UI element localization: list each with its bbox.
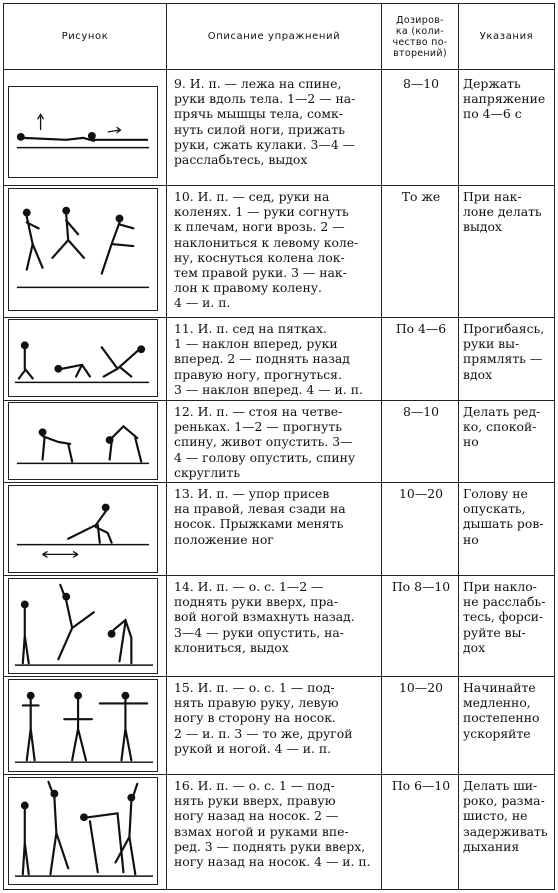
exercise-figure: [8, 485, 158, 573]
exercise-dosage: 8—10: [402, 76, 440, 91]
exercise-figure-drawing: [9, 189, 157, 310]
exercise-figure-drawing: [9, 778, 157, 884]
row-divider: [4, 774, 554, 775]
description-line: на правой, левая сзади на: [174, 501, 346, 517]
note-line: медленно,: [463, 695, 531, 711]
description-line: взмах ногой и руками впе-: [174, 823, 349, 839]
exercise-figure-drawing: [9, 320, 157, 396]
exercise-dosage: По 4—6: [395, 321, 447, 336]
row-divider: [4, 575, 554, 576]
exercise-notes: [463, 189, 555, 235]
exercise-figure-drawing: [9, 579, 157, 673]
description-line: прячь мышцы тела, сомк-: [174, 106, 343, 122]
row-divider: [4, 676, 554, 677]
description-line: вой ногой взмахнуть назад.: [174, 609, 355, 625]
table-row: [4, 400, 554, 482]
exercise-dosage: 8—10: [402, 404, 440, 419]
description-line: нять руки вверх, правую: [174, 793, 336, 809]
description-line: ногу в сторону на носок.: [174, 710, 336, 726]
description-line: наклониться к левому коле-: [174, 234, 359, 250]
note-line: Начинайте: [463, 680, 536, 695]
description-line: 3—4 — руки опустить, на-: [174, 624, 344, 640]
exercise-figure: [8, 578, 158, 674]
note-line: Делать ред-: [463, 404, 541, 419]
table-row: [4, 72, 554, 185]
description-line: 13. И. п. — упор присев: [174, 486, 330, 501]
description-line: нуть силой ноги, прижать: [174, 121, 345, 137]
note-line: При накло-: [463, 579, 537, 594]
description-line: руки, сжать кулаки. 3—4 —: [174, 136, 356, 152]
note-line: При нак-: [463, 189, 522, 204]
description-line: 11. И. п. сед на пятках.: [174, 321, 327, 336]
note-line: ускоряйте: [463, 725, 531, 741]
note-line: выдох: [463, 219, 502, 235]
description-line: руки вдоль тела. 1—2 — на-: [174, 91, 356, 107]
exercise-figure-drawing: [9, 403, 157, 479]
description-line: 9. И. п. — лежа на спине,: [174, 76, 342, 91]
exercise-dosage: 10—20: [399, 486, 443, 501]
exercise-figure: [8, 679, 158, 772]
description-line: 1 — наклон вперед, руки: [174, 336, 338, 352]
exercise-notes: [463, 680, 555, 741]
exercise-description: [174, 778, 382, 869]
exercise-figure: [8, 402, 158, 480]
exercise-figure: [8, 777, 158, 885]
note-line: прямлять —: [463, 351, 543, 367]
note-line: дышать ров-: [463, 516, 544, 532]
exercise-figure-drawing: [9, 680, 157, 771]
header-dosage: Дозиров- ка (коли- чество по- вторений): [392, 14, 448, 59]
note-line: опускать,: [463, 501, 526, 517]
row-divider: [4, 400, 554, 401]
exercise-notes: [463, 778, 555, 854]
note-line: Прогибаясь,: [463, 321, 545, 336]
description-line: 14. И. п. — о. с. 1—2 —: [174, 579, 324, 594]
exercise-description: [174, 189, 382, 311]
description-line: 10. И. п. — сед, руки на: [174, 189, 330, 204]
exercise-notes: [463, 76, 555, 122]
exercise-notes: [463, 321, 555, 382]
exercise-notes: [463, 404, 555, 450]
description-line: нять правую руку, левую: [174, 695, 339, 711]
table-row: [4, 575, 554, 676]
exercise-figure: [8, 319, 158, 397]
note-line: руйте вы-: [463, 624, 526, 640]
note-line: но: [463, 531, 479, 547]
exercise-description: [174, 486, 382, 547]
description-line: рукой и ногой. 4 — и. п.: [174, 740, 332, 756]
note-line: не расслабь-: [463, 594, 546, 610]
description-line: лон к правому колену.: [174, 280, 322, 296]
note-line: но: [463, 434, 479, 450]
note-line: дох: [463, 639, 486, 655]
exercise-description: [174, 404, 382, 480]
note-line: Держать: [463, 76, 521, 91]
table-header: [4, 4, 554, 70]
exercise-dosage: По 8—10: [391, 579, 451, 594]
description-line: 2 — и. п. 3 — то же, другой: [174, 725, 353, 741]
note-line: по 4—6 с: [463, 106, 522, 122]
exercise-description: [174, 76, 382, 167]
description-line: к плечам, ноги врозь. 2 —: [174, 219, 345, 235]
table-row: [4, 676, 554, 774]
note-line: задерживать: [463, 823, 548, 839]
description-line: ред. 3 — поднять руки вверх,: [174, 838, 366, 854]
exercise-notes: [463, 579, 555, 655]
description-line: 4 — и. п.: [174, 295, 231, 311]
table-row: [4, 774, 554, 888]
description-line: расслабьтесь, выдох: [174, 152, 308, 168]
description-line: правую ногу, прогнуться.: [174, 366, 342, 382]
exercise-figure: [8, 86, 158, 178]
row-divider: [4, 482, 554, 483]
description-line: 4 — голову опустить, спину: [174, 449, 356, 465]
header-figure: Рисунок: [61, 30, 109, 42]
note-line: ко, спокой-: [463, 419, 537, 435]
description-line: ногу назад на носок. 2 —: [174, 808, 339, 824]
header-description: Описание упражнений: [207, 30, 341, 42]
exercise-dosage: То же: [401, 189, 441, 204]
description-line: вперед. 2 — поднять назад: [174, 351, 350, 367]
description-line: реньках. 1—2 — прогнуть: [174, 419, 342, 435]
exercise-figure-drawing: [9, 87, 157, 177]
note-line: лоне делать: [463, 204, 542, 220]
note-line: постепенно: [463, 710, 540, 726]
note-line: шисто, не: [463, 808, 528, 824]
description-line: ну, коснуться колена лок-: [174, 249, 345, 265]
description-line: носок. Прыжками менять: [174, 516, 344, 532]
exercise-description: [174, 579, 382, 655]
description-line: положение ног: [174, 531, 274, 547]
exercise-figure-drawing: [9, 486, 157, 572]
description-line: 3 — наклон вперед. 4 — и. п.: [174, 381, 363, 397]
description-line: спину, живот опустить. 3—: [174, 434, 353, 450]
description-line: поднять руки вверх, пра-: [174, 594, 338, 610]
note-line: Голову не: [463, 486, 528, 501]
row-divider: [4, 317, 554, 318]
description-line: 12. И. п. — стоя на четве-: [174, 404, 343, 419]
table-row: [4, 185, 554, 317]
row-divider: [4, 185, 554, 186]
description-line: скруглить: [174, 464, 241, 480]
table-row: [4, 317, 554, 400]
exercise-dosage: 10—20: [399, 680, 443, 695]
exercise-description: [174, 321, 382, 397]
description-line: 16. И. п. — о. с. 1 — под-: [174, 778, 335, 793]
description-line: тем правой руки. 3 — нак-: [174, 265, 347, 281]
exercise-dosage: По 6—10: [391, 778, 451, 793]
exercise-figure: [8, 188, 158, 311]
header-notes: Указания: [479, 30, 534, 42]
note-line: тесь, форси-: [463, 609, 544, 625]
exercise-description: [174, 680, 382, 756]
note-line: напряжение: [463, 91, 546, 107]
description-line: 15. И. п. — о. с. 1 — под-: [174, 680, 335, 695]
exercise-notes: [463, 486, 555, 547]
note-line: роко, разма-: [463, 793, 545, 809]
exercise-table: [3, 3, 555, 890]
description-line: клониться, выдох: [174, 639, 289, 655]
description-line: ногу назад на носок. 4 — и. п.: [174, 854, 371, 870]
table-row: [4, 482, 554, 575]
note-line: руки вы-: [463, 336, 520, 352]
description-line: коленях. 1 — руки согнуть: [174, 204, 349, 220]
note-line: дыхания: [463, 838, 520, 854]
note-line: Делать ши-: [463, 778, 538, 793]
note-line: вдох: [463, 366, 493, 382]
